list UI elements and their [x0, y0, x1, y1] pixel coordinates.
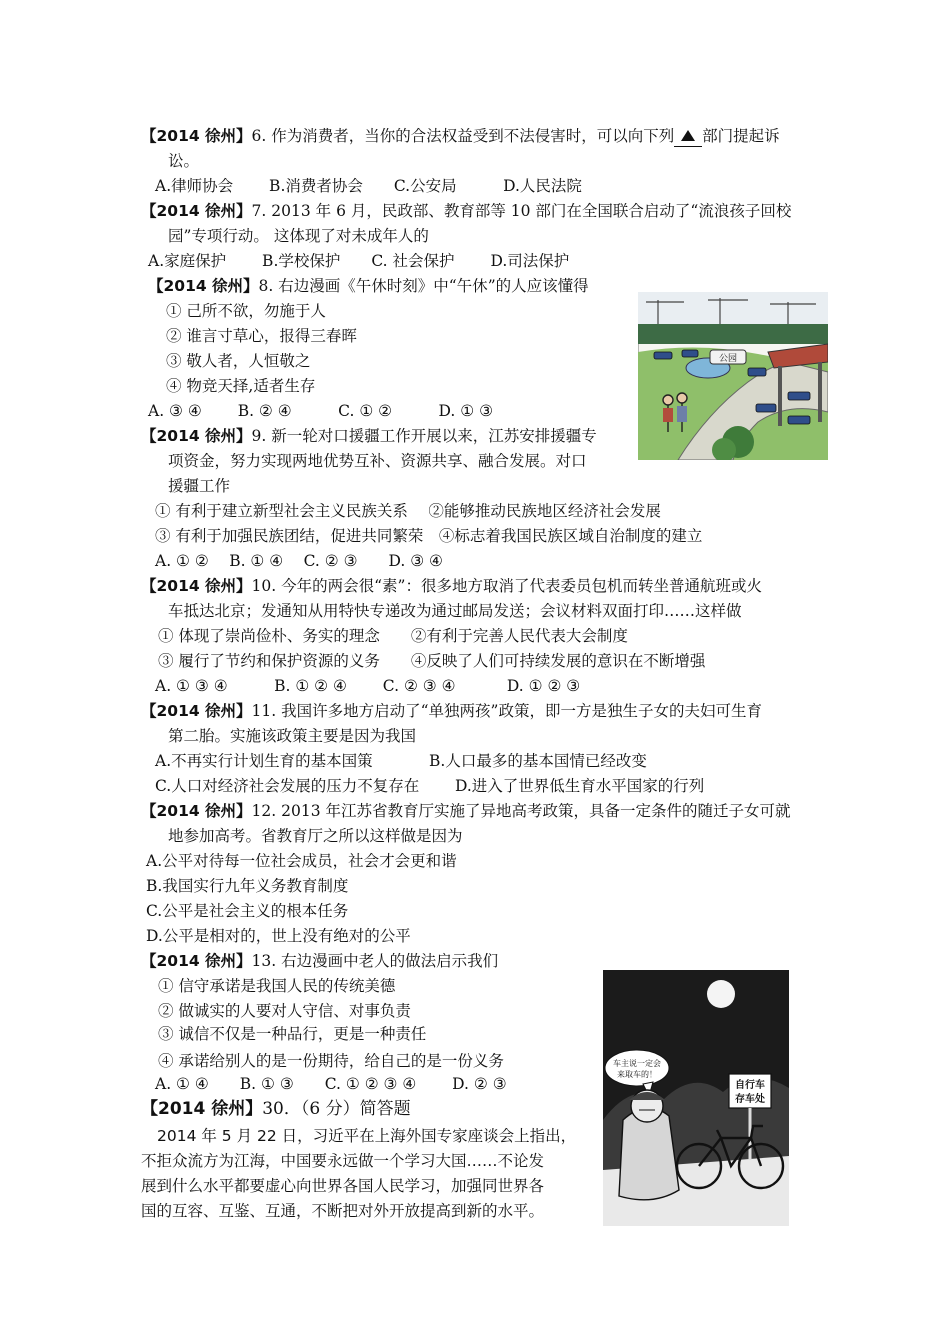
bike-sign-line1: 自行车 — [735, 1080, 765, 1091]
q12-line2: 地参加高考。省教育厅之所以这样做是因为 — [168, 827, 463, 845]
q10-line2: 车抵达北京；发通知从用特快专递改为通过邮局发送；会议材料双面打印……这样做 — [168, 602, 742, 620]
q9-line1: 【2014 徐州】9. 新一轮对口援疆工作开展以来，江苏安排援疆专 — [141, 427, 597, 445]
q9-line2: 项资金，努力实现两地优势互补、资源共享、融合发展。对口 — [168, 452, 587, 470]
q30-para-line1: 2014 年 5 月 22 日，习近平在上海外国专家座谈会上指出， — [157, 1127, 577, 1145]
q10-options: A. ① ③ ④ B. ① ② ④ C. ② ③ ④ D. ① ② ③ — [155, 677, 581, 695]
triangle-icon — [681, 130, 695, 141]
q6-line2: 讼。 — [168, 152, 200, 170]
q9-tag: 【2014 徐州】 — [141, 427, 252, 445]
q8-item1: ① 己所不欲，勿施于人 — [166, 302, 326, 320]
q8-tag: 【2014 徐州】 — [148, 277, 259, 295]
q11-line1: 【2014 徐州】11. 我国许多地方启动了“单独两孩”政策，即一方是独生子女的夫妇可生育 — [141, 702, 762, 720]
park-sign-text: 公园 — [718, 354, 738, 364]
q11-line2: 第二胎。实施该政策主要是因为我国 — [168, 727, 417, 745]
q7-line2: 园”专项行动。 这体现了对未成年人的 — [168, 227, 429, 245]
q12-option-b: B.我国实行九年义务教育制度 — [146, 877, 349, 895]
q13-options: A. ① ④ B. ① ③ C. ① ② ③ ④ D. ② ③ — [155, 1075, 507, 1093]
q30-heading: 【2014 徐州】30．（6 分）简答题 — [141, 1099, 411, 1119]
q8-item4: ④ 物竞天择,适者生存 — [166, 377, 316, 395]
q30-para-line3: 展到什么水平都要虚心向世界各国人民学习，加强同世界各 — [141, 1177, 545, 1195]
q10-tag: 【2014 徐州】 — [141, 577, 252, 595]
q13-tag: 【2014 徐州】 — [141, 952, 252, 970]
q8-line1: 【2014 徐州】8. 右边漫画《午休时刻》中“午休”的人应该懂得 — [148, 277, 589, 295]
q12-line1: 【2014 徐州】12. 2013 年江苏省教育厅实施了异地高考政策，具备一定条件的随迁子女可就 — [141, 802, 791, 820]
q8-item3: ③ 敬人者，人恒敬之 — [166, 352, 311, 370]
bicycle-cartoon — [603, 970, 789, 1226]
q11-option-a: A.不再实行计划生育的基本国策 — [155, 752, 373, 770]
q30-tag: 【2014 徐州】 — [141, 1099, 263, 1119]
q12-option-d: D.公平是相对的，世上没有绝对的公平 — [146, 927, 411, 945]
q12-option-c: C.公平是社会主义的根本任务 — [146, 902, 349, 920]
q10-item1: ① 体现了崇尚俭朴、务实的理念 ②有利于完善人民代表大会制度 — [158, 627, 628, 645]
q12-option-a: A.公平对待每一位社会成员，社会才会更和谐 — [146, 852, 457, 870]
q8-options: A. ③ ④ B. ② ④ C. ① ② D. ① ③ — [148, 402, 493, 420]
q13-line1: 【2014 徐州】13. 右边漫画中老人的做法启示我们 — [141, 952, 499, 970]
q9-line3: 援疆工作 — [168, 477, 231, 495]
q30-para-line2: 不拒众流方为江海，中国要永远做一个学习大国……不论发 — [141, 1152, 545, 1170]
q7-options: A.家庭保护 B.学校保护 C. 社会保护 D.司法保护 — [148, 252, 570, 270]
speech-bubble-line2: 来取车的！ — [617, 1070, 657, 1079]
q7-line1: 【2014 徐州】7. 2013 年 6 月，民政部、教育部等 10 部门在全国联合启动了“流浪孩子回校 — [141, 202, 792, 220]
q11-option-c: C.人口对经济社会发展的压力不复存在 — [155, 777, 420, 795]
q7-tag: 【2014 徐州】 — [141, 202, 252, 220]
q10-line1: 【2014 徐州】10. 今年的两会很“素”：很多地方取消了代表委员包机而转坐普通航班或火 — [141, 577, 762, 595]
q13-item4: ④ 承诺给别人的是一份期待，给自己的是一份义务 — [158, 1052, 504, 1070]
q9-options: A. ① ② B. ① ④ C. ② ③ D. ③ ④ — [155, 552, 443, 570]
q8-item2: ② 谁言寸草心，报得三春晖 — [166, 327, 357, 345]
q13-item2: ② 做诚实的人要对人守信、对事负责 — [158, 1002, 411, 1020]
q6-line1: 【2014 徐州】6. 作为消费者，当你的合法权益受到不法侵害时，可以向下列 部门提起诉 — [141, 127, 780, 145]
park-cartoon — [638, 292, 828, 460]
bike-sign-line2: 存车处 — [735, 1094, 765, 1105]
q9-item1: ① 有利于建立新型社会主义民族关系 ②能够推动民族地区经济社会发展 — [155, 502, 661, 520]
q30-para-line4: 国的互容、互鉴、互通，不断把对外开放提高到新的水平。 — [141, 1202, 545, 1220]
q10-item2: ③ 履行了节约和保护资源的义务 ④反映了人们可持续发展的意识在不断增强 — [158, 652, 706, 670]
q6-options: A.律师协会 B.消费者协会 C.公安局 D.人民法院 — [155, 177, 582, 195]
speech-bubble-line1: 车主说一定会 — [613, 1059, 661, 1068]
q11-option-b: B.人口最多的基本国情已经改变 — [429, 752, 647, 770]
q11-option-d: D.进入了世界低生育水平国家的行列 — [455, 777, 705, 795]
q9-item2: ③ 有利于加强民族团结，促进共同繁荣 ④标志着我国民族区域自治制度的建立 — [155, 527, 703, 545]
q6-tag: 【2014 徐州】 — [141, 127, 252, 145]
q11-tag: 【2014 徐州】 — [141, 702, 252, 720]
q12-tag: 【2014 徐州】 — [141, 802, 252, 820]
q13-item3: ③ 诚信不仅是一种品行，更是一种责任 — [158, 1025, 427, 1043]
answer-blank — [674, 126, 702, 147]
q13-item1: ① 信守承诺是我国人民的传统美德 — [158, 977, 396, 995]
